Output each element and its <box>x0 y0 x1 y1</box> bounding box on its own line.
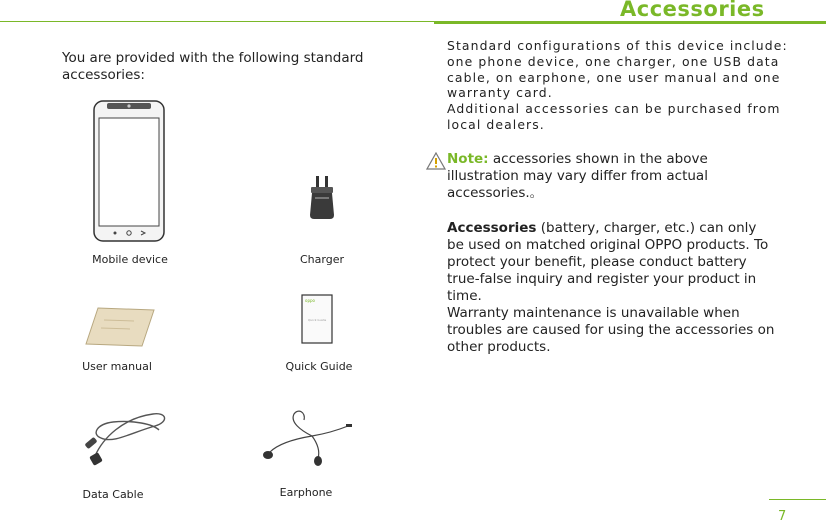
mobile-device-illustration <box>93 100 165 246</box>
warranty-notice-text: Warranty maintenance is unavailable when troubles are caused for using the accessories on other products. <box>447 305 775 355</box>
accessories-label: Accessories <box>447 220 537 236</box>
intro-text: You are provided with the following standard accessories: <box>62 50 364 83</box>
note-paragraph <box>447 151 777 202</box>
quick-guide-brand: oppo <box>305 298 315 303</box>
user-manual-caption: User manual <box>82 360 152 373</box>
earphone-caption: Earphone <box>279 486 333 499</box>
earphone-illustration <box>260 408 354 474</box>
page-title: Accessories <box>620 0 765 21</box>
accessories-notice-paragraph <box>447 220 777 305</box>
note-text: accessories shown in the above illustration may vary differ from actual accessories.。 <box>447 151 708 201</box>
warning-icon <box>426 152 446 174</box>
footer-rule <box>769 499 826 500</box>
note-label: Note: <box>447 151 489 167</box>
charger-illustration <box>308 175 336 225</box>
accessories-notice <box>447 220 777 356</box>
quick-guide-illustration <box>301 294 333 348</box>
standard-config-text <box>447 38 807 133</box>
user-manual-illustration <box>84 306 156 352</box>
data-cable-caption: Data Cable <box>82 488 144 501</box>
accessories-notice-text: (battery, charger, etc.) can only be used on matched original OPPO products. To protect your benefit, please conduct battery true-false inquiry and register your product in time. <box>447 220 769 304</box>
mobile-device-caption: Mobile device <box>92 253 168 266</box>
data-cable-illustration <box>83 408 169 472</box>
quick-guide-caption: Quick Guide <box>285 360 353 373</box>
quick-guide-cover-text: Quick Guide <box>308 318 327 322</box>
header-accent-bar <box>434 21 826 24</box>
page-number: 7 <box>778 509 787 524</box>
standard-config-paragraph: Standard configurations of this device include: one phone device, one charger, one USB data cable, on earphone, one user manual and one warranty card. <box>447 38 788 101</box>
additional-accessories-paragraph: Additional accessories can be purchased from local dealers. <box>447 101 781 132</box>
charger-caption: Charger <box>300 253 344 266</box>
